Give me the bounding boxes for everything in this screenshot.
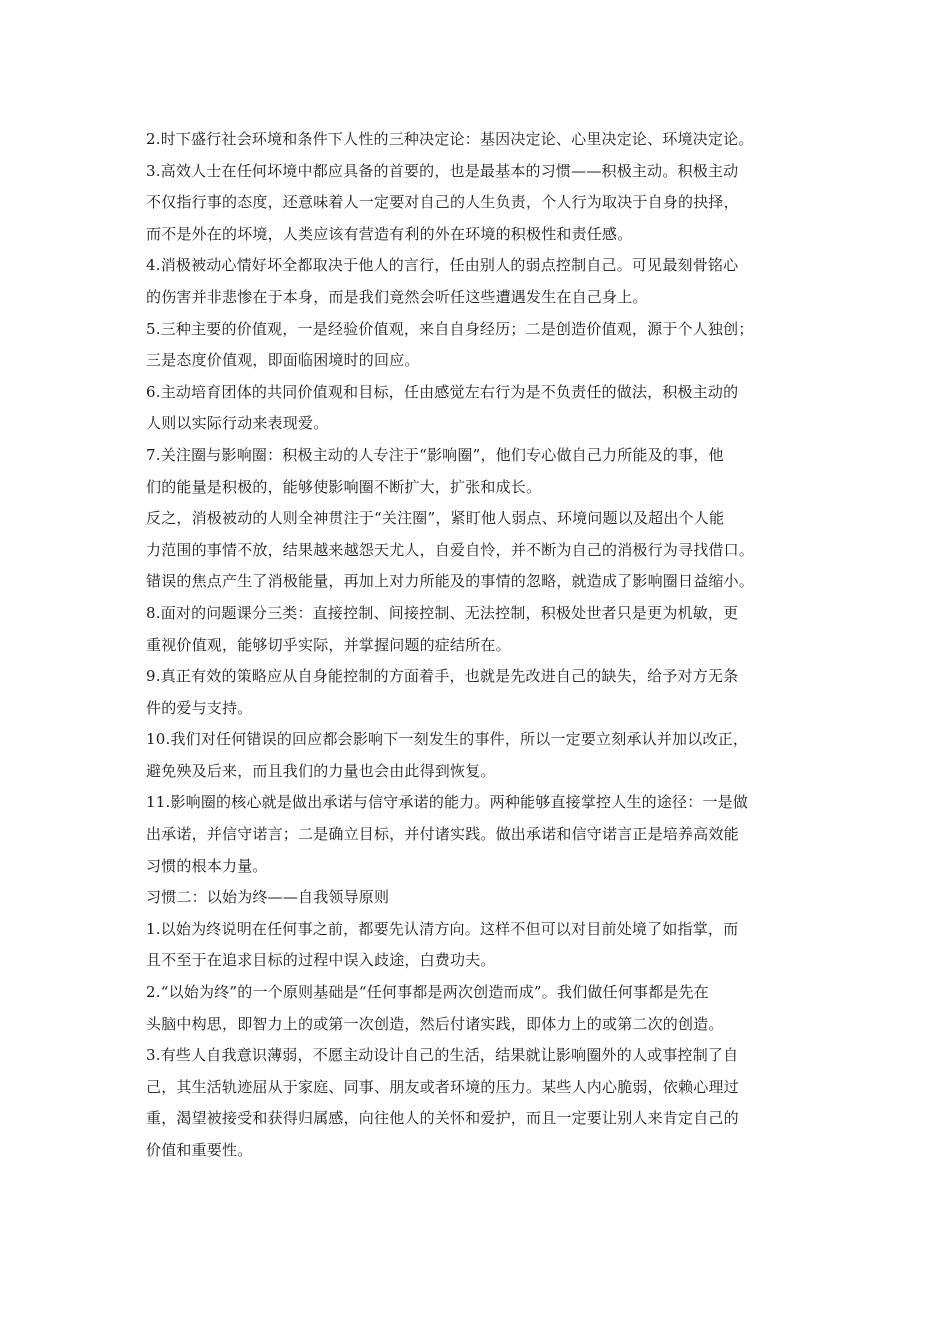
text-line: 头脑中构思，即智力上的或第一次创造，然后付诸实践，即体力上的或第二次的创造。 — [146, 1014, 724, 1033]
text-line: 4.消极被动心情好坏全都取决于他人的言行，任由别人的弱点控制自己。可见最刻骨铭心 — [146, 256, 739, 275]
text-line: 避免殃及后来，而且我们的力量也会由此得到恢复。 — [146, 761, 496, 780]
text-line: 2.时下盛行社会环境和条件下人性的三种决定论：基因决定论、心里决定论、环境决定论。 — [146, 130, 754, 148]
text-line: 重，渴望被接受和获得归属感，向往他人的关怀和爱护，而且一定要让别人来肯定自己的 — [146, 1109, 739, 1128]
text-line: 价值和重要性。 — [146, 1141, 253, 1159]
text-line: 错误的焦点产生了消极能量，再加上对力所能及的事情的忽略，就造成了影响圈日益缩小。 — [146, 572, 755, 591]
text-line: 的伤害并非悲惨在于本身，而是我们竟然会听任这些遭遇发生在自己身上。 — [146, 287, 648, 306]
text-line: 习惯二：以始为终——自我领导原则 — [146, 888, 390, 907]
text-line: 们的能量是积极的，能够使影响圈不断扩大，扩张和成长。 — [146, 477, 542, 496]
text-line: 己，其生活轨迹屈从于家庭、同事、朋友或者环境的压力。某些人内心脆弱，依赖心理过 — [146, 1077, 739, 1096]
text-line: 习惯的根本力量。 — [146, 856, 268, 875]
text-line: 不仅指行事的态度，还意味着人一定要对自己的人生负责，个人行为取决于自身的抉择， — [146, 193, 739, 212]
text-line: 3.有些人自我意识薄弱，不愿主动设计自己的生活，结果就让影响圈外的人或事控制了自 — [146, 1046, 739, 1065]
text-line: 11.影响圈的核心就是做出承诺与信守承诺的能力。两种能够直接掌控人生的途径：一是做 — [146, 793, 749, 812]
text-line: 人则以实际行动来表现爱。 — [146, 414, 329, 433]
text-line: 而不是外在的坏境，人类应该有营造有利的外在环境的积极性和责任感。 — [146, 224, 633, 243]
text-line: 重视价值观，能够切乎实际，并掌握问题的症结所在。 — [146, 635, 511, 654]
text-line: 8.面对的问题课分三类：直接控制、间接控制、无法控制，积极处世者只是更为机敏，更 — [146, 603, 739, 622]
text-line: 5.三种主要的价值观，一是经验价值观，来自自身经历；二是创造价值观，源于个人独创； — [146, 319, 754, 338]
text-line: 反之，消极被动的人则全神贯注于“关注圈”，紧盯他人弱点、环境问题以及超出个人能 — [146, 509, 725, 528]
text-line: 10.我们对任何错误的回应都会影响下一刻发生的事件，所以一定要立刻承认并加以改正， — [146, 730, 749, 749]
text-line: 出承诺，并信守诺言；二是确立目标，并付诸实践。做出承诺和信守诺言正是培养高效能 — [146, 825, 739, 844]
text-line: 力范围的事情不放，结果越来越怨天尤人，自爱自怜，并不断为自己的消极行为寻找借口。 — [146, 540, 755, 559]
text-line: 三是态度价值观，即面临困境时的回应。 — [146, 351, 420, 370]
text-line: 3.高效人士在任何坏境中都应具备的首要的，也是最基本的习惯——积极主动。积极主动 — [146, 161, 739, 180]
document-body — [146, 124, 846, 1167]
text-line: 2.“以始为终”的一个原则基础是“任何事都是两次创造而成”。我们做任何事都是先在 — [146, 983, 709, 1002]
text-line: 7.关注圈与影响圈：积极主动的人专注于“影响圈”，他们专心做自己力所能及的事，他 — [146, 445, 724, 464]
text-line: 件的爱与支持。 — [146, 698, 253, 717]
text-line: 9.真正有效的策略应从自身能控制的方面着手，也就是先改进自己的缺失，给予对方无条 — [146, 667, 739, 686]
text-line: 且不至于在追求目标的过程中误入歧途，白费功夫。 — [146, 951, 496, 970]
text-line: 1.以始为终说明在任何事之前，都要先认清方向。这样不但可以对目前处境了如指掌，而 — [146, 919, 739, 938]
text-line: 6.主动培育团体的共同价值观和目标，任由感觉左右行为是不负责任的做法，积极主动的 — [146, 382, 739, 401]
